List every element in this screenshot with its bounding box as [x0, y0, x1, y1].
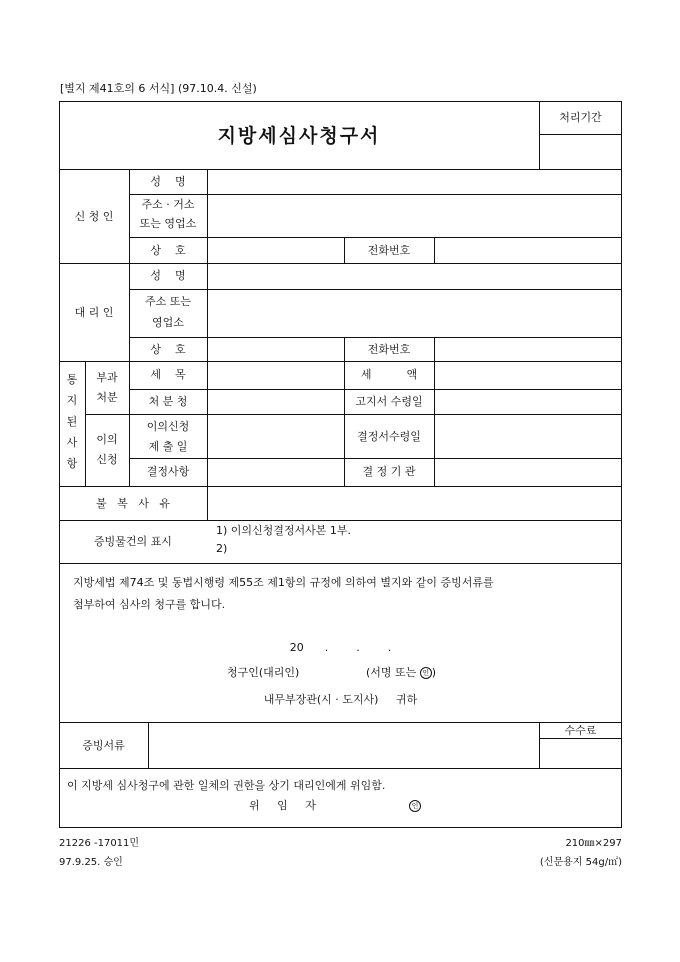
- notice-receipt-date-label: 고지서 수령일: [355, 395, 423, 408]
- attachments-label: 증빙서류: [82, 739, 125, 752]
- processing-period-label: 처리기간: [559, 111, 602, 124]
- agent-trade-field[interactable]: [208, 338, 344, 361]
- agent-address-label-line1: 주소 또는: [144, 295, 191, 308]
- notified-group-char-2: 지: [66, 394, 78, 407]
- claimant-label: 청구인(대리인): [227, 666, 300, 679]
- notified-group-char-5: 항: [66, 457, 78, 470]
- fee-field[interactable]: [540, 739, 621, 768]
- footer-paper-type: (신문용지 54g/㎡): [539, 857, 622, 868]
- applicant-address-field[interactable]: [208, 195, 621, 237]
- form-title: 지방세심사청구서: [217, 125, 381, 147]
- tax-amount-label: 세 액: [360, 368, 418, 381]
- applicant-name-label: 성 명: [150, 175, 186, 188]
- agent-name-label: 성 명: [150, 269, 186, 282]
- sign-note: (서명 또는: [366, 666, 417, 679]
- agent-phone-label: 전화번호: [367, 343, 411, 356]
- evidence-display-label: 증빙물건의 표시: [94, 535, 172, 548]
- application-date[interactable]: 20 . . .: [289, 641, 392, 654]
- sign-note-close: ): [431, 666, 437, 679]
- objection-filing-date-label-line2: 제 출 일: [148, 440, 188, 453]
- addressee: 내무부장관(시 · 도지사) 귀하: [263, 693, 418, 706]
- decision-agency-label: 결 정 기 관: [362, 465, 416, 478]
- delegator-signature-area[interactable]: [409, 799, 421, 812]
- applicant-name-field[interactable]: [208, 170, 621, 194]
- disposal-office-label: 처 분 청: [148, 395, 188, 408]
- seal-mark-icon: 인: [420, 667, 432, 679]
- notified-group-char-3: 된: [66, 415, 78, 428]
- dissatisfaction-reason-label: 불 복 사 유: [96, 497, 170, 510]
- applicant-trade-label: 상 호: [150, 244, 186, 257]
- agent-group-label: 대 리 인: [74, 306, 114, 319]
- applicant-address-label-line2: 또는 영업소: [139, 217, 197, 230]
- processing-period-field[interactable]: [540, 135, 621, 169]
- notified-group-char-4: 사: [66, 436, 78, 449]
- decision-matter-label: 결정사항: [146, 465, 190, 478]
- evidence-item-1: 1) 이의신청결정서사본 1부.: [216, 524, 352, 537]
- agent-phone-field[interactable]: [435, 338, 621, 361]
- applicant-group-label: 신 청 인: [74, 210, 114, 223]
- imposition-label-line2: 처분: [96, 391, 118, 404]
- decision-receipt-date-field[interactable]: [435, 415, 621, 458]
- decision-receipt-date-label: 결정서수령일: [357, 430, 421, 443]
- delegator-seal-icon: 인: [409, 800, 421, 812]
- footer-approval: 97.9.25. 승인: [59, 857, 123, 868]
- delegator-label: 위 임 자: [249, 799, 316, 812]
- attachments-field[interactable]: [149, 723, 539, 768]
- form-table: [59, 101, 622, 828]
- evidence-item-2: 2): [216, 542, 228, 555]
- agent-name-field[interactable]: [208, 264, 621, 289]
- tax-item-label: 세 목: [150, 368, 186, 381]
- agent-trade-label: 상 호: [150, 343, 186, 356]
- dissatisfaction-reason-field[interactable]: [208, 487, 621, 520]
- decision-agency-field[interactable]: [435, 459, 621, 486]
- applicant-phone-label: 전화번호: [367, 244, 411, 257]
- statement-line-2: 첨부하여 심사의 청구를 합니다.: [73, 598, 226, 611]
- tax-amount-field[interactable]: [435, 362, 621, 389]
- form-header-note: [별지 제41호의 6 서식] (97.10.4. 신설): [60, 82, 257, 95]
- fee-label: 수수료: [564, 724, 597, 737]
- delegation-text: 이 지방세 심사청구에 관한 일체의 권한을 상기 대리인에게 위임함.: [67, 779, 386, 792]
- applicant-phone-field[interactable]: [435, 238, 621, 263]
- statement-line-1: 지방세법 제74조 및 동법시행령 제55조 제1항의 규정에 의하여 별지와 같이 증빙서류를: [73, 576, 494, 589]
- decision-matter-field[interactable]: [208, 459, 344, 486]
- objection-filing-date-label-line1: 이의신청: [146, 420, 190, 433]
- objection-label-line1: 이의: [96, 433, 118, 446]
- agent-address-label-line2: 영업소: [152, 316, 184, 329]
- notified-group-char-1: 통: [66, 373, 78, 386]
- claimant-signature-area[interactable]: [366, 666, 436, 679]
- objection-label-line2: 신청: [96, 453, 118, 466]
- tax-item-field[interactable]: [208, 362, 344, 389]
- applicant-trade-field[interactable]: [208, 238, 344, 263]
- imposition-label-line1: 부과: [96, 371, 118, 384]
- footer-form-number: 21226 -17011민: [59, 838, 140, 849]
- disposal-office-field[interactable]: [208, 390, 344, 414]
- applicant-address-label-line1: 주소 · 거소: [141, 198, 195, 211]
- agent-address-field[interactable]: [208, 290, 621, 337]
- notice-receipt-date-field[interactable]: [435, 390, 621, 414]
- footer-paper-size: 210㎜×297: [565, 838, 622, 849]
- objection-filing-date-field[interactable]: [208, 415, 344, 458]
